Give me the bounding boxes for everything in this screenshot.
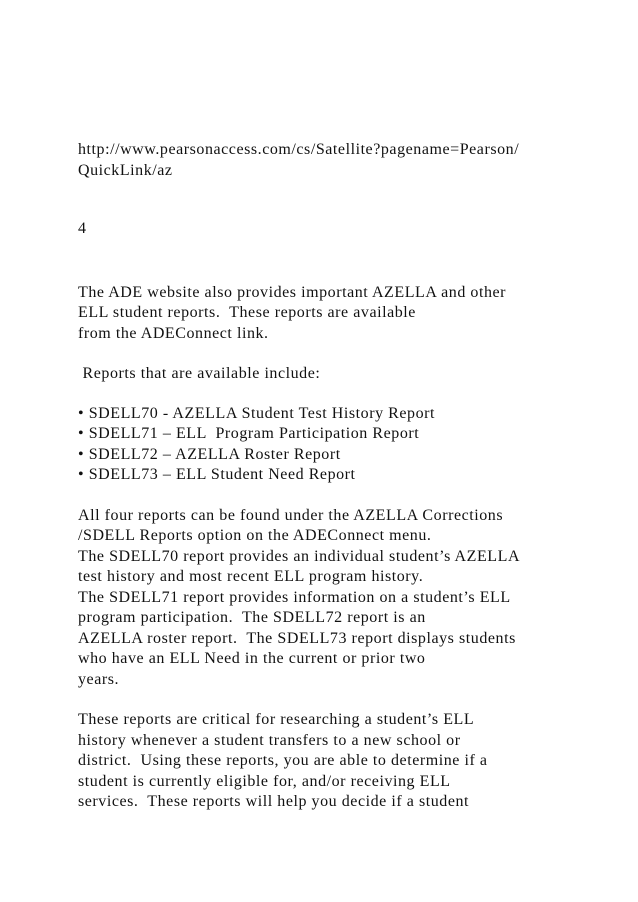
text-line: /SDELL Reports option on the ADEConnect menu. [78,527,432,544]
list-item: • SDELL71 – ELL Program Participation Report [78,425,420,442]
list-item: • SDELL72 – AZELLA Roster Report [78,446,341,463]
page-number: 4 [78,220,87,237]
text-line: services. These reports will help you decide if a student [78,793,470,810]
text-line: district. Using these reports, you are able to determine if a [78,752,488,769]
text-line: student is currently eligible for, and/or receiving ELL [78,773,451,790]
text-line: The SDELL71 report provides information on a student’s ELL [78,589,511,606]
text-line: who have an ELL Need in the current or prior two [78,650,426,667]
text-line: AZELLA roster report. The SDELL73 report displays students [78,630,516,647]
text-line: from the ADEConnect link. [78,325,269,342]
text-line: All four reports can be found under the AZELLA Corrections [78,507,504,524]
text-line: The SDELL70 report provides an individual student’s AZELLA [78,548,521,565]
text-line: Reports that are available include: [78,365,321,382]
text-line: history whenever a student transfers to a new school or [78,732,461,749]
text-line: program participation. The SDELL72 report is an [78,609,426,626]
text-line: The ADE website also provides important AZELLA and other [78,284,507,301]
list-item: • SDELL73 – ELL Student Need Report [78,466,356,483]
text-line: years. [78,671,120,688]
url-line-1: http://www.pearsonaccess.com/cs/Satellite?pagename=Pearson/ [78,141,520,158]
text-line: These reports are critical for researching a student’s ELL [78,711,475,728]
list-item: • SDELL70 - AZELLA Student Test History Report [78,405,436,422]
text-line: test history and most recent ELL program history. [78,568,424,585]
text-line: ELL student reports. These reports are available [78,304,416,321]
url-line-2: QuickLink/az [78,162,173,179]
